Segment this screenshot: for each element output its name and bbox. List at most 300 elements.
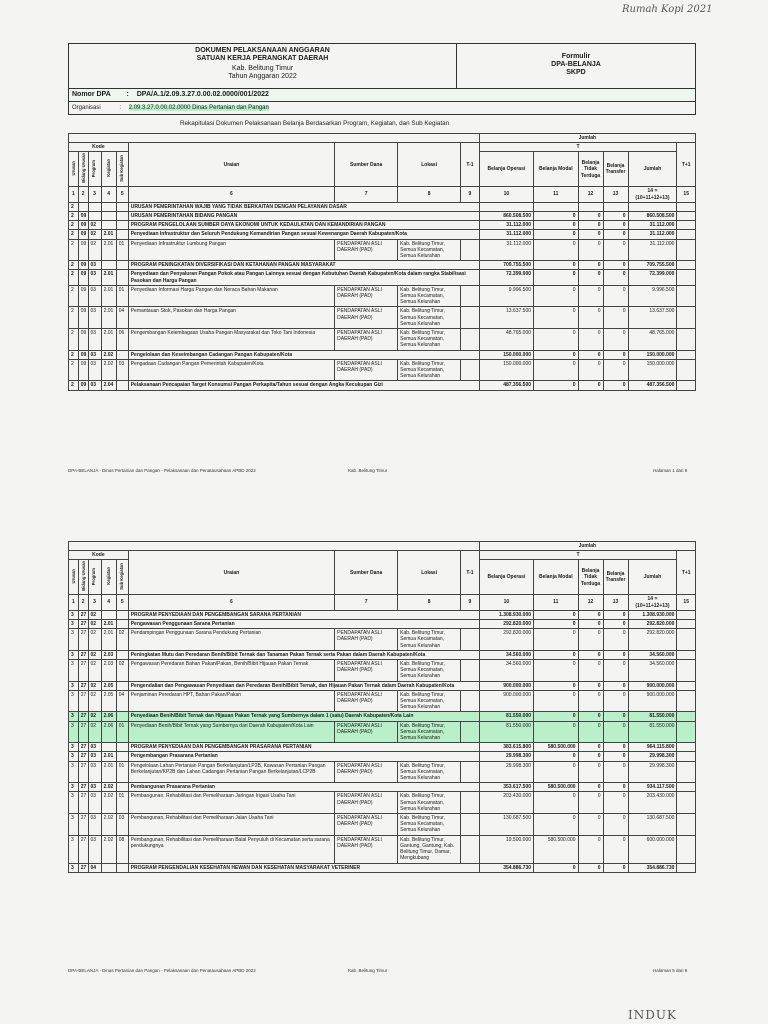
table-row (69, 721, 696, 743)
table-row (69, 660, 696, 682)
belanja-operasi-cell: 203.430.000 (479, 792, 533, 814)
belanja-operasi-cell: 487.356.500 (479, 381, 533, 390)
table-row (69, 650, 696, 659)
t-plus-1-cell (677, 381, 696, 390)
kode-cell: 03 (88, 270, 101, 285)
t-plus-1-cell (677, 239, 696, 261)
sumber-dana-cell: PENDAPATAN ASLI DAERAH (PAD) (335, 239, 398, 261)
table-row (69, 792, 696, 814)
t-plus-1-cell (677, 359, 696, 381)
col-number: 11 (534, 187, 579, 202)
kode-cell: 06 (116, 329, 128, 351)
table-row (69, 202, 696, 211)
table-row (69, 307, 696, 329)
belanja-transfer-cell: 0 (603, 752, 628, 761)
kode-cell (78, 202, 88, 211)
col-sub-header (116, 560, 128, 595)
belanja-tidak-terduga-cell: 0 (578, 350, 603, 359)
kode-cell (101, 261, 116, 270)
region: Kab. Belitung Timur (231, 65, 294, 72)
col-number: 2 (78, 595, 88, 610)
sumber-dana-cell: PENDAPATAN ASLI DAERAH (PAD) (335, 307, 398, 329)
belanja-modal-cell: 0 (534, 814, 579, 836)
uraian-cell: Pengadaan Cadangan Pangan Pemerintah Kabupaten/Kota (128, 359, 334, 381)
kode-cell: 2.01 (101, 629, 116, 651)
lokasi-cell: Kab. Belitung Timur, Semua Kecamatan, Semua Kelurahan (398, 690, 461, 712)
kode-cell (116, 212, 128, 221)
t-plus-1-cell (677, 690, 696, 712)
uraian-cell: Pemantauan Stok, Pasokan dan Harga Pangan (128, 307, 334, 329)
lokasi-cell: Kab. Belitung Timur, Semua Kecamatan, Semua Kelurahan (398, 239, 461, 261)
header-row-main (69, 551, 696, 560)
kode-cell (116, 221, 128, 230)
belanja-operasi-cell: 354.886.730 (479, 863, 533, 872)
jumlah-cell: 900.000.000 (628, 681, 677, 690)
kode-cell (116, 712, 128, 721)
kode-cell: 2 (69, 381, 79, 390)
t-plus-1-cell (677, 650, 696, 659)
col-jumlah-header: Jumlah (479, 134, 695, 143)
belanja-transfer-cell: 0 (603, 629, 628, 651)
uraian-cell: Pelaksanaan Pencapaian Target Konsumsi Pangan Perkapita/Tahun sesuai dengan Angka Kecukupan Gizi (128, 381, 479, 390)
kode-cell: 03 (116, 814, 128, 836)
col-number: 3 (88, 187, 101, 202)
belanja-tidak-terduga-cell: 0 (578, 329, 603, 351)
sumber-dana-cell: PENDAPATAN ASLI DAERAH (PAD) (335, 721, 398, 743)
belanja-modal-cell: 0 (534, 721, 579, 743)
t-minus-1-cell (461, 239, 480, 261)
col-program-label: Program (91, 567, 97, 585)
jumlah-cell: 709.755.500 (628, 261, 677, 270)
dpa-number-row (68, 89, 696, 102)
belanja-operasi-cell: 81.550.000 (479, 721, 533, 743)
kode-cell: 02 (88, 660, 101, 682)
table-row (69, 690, 696, 712)
kode-cell: 2.02 (101, 783, 116, 792)
t-minus-1-cell (461, 629, 480, 651)
kode-cell: 2.02 (101, 350, 116, 359)
belanja-modal-cell: 0 (534, 660, 579, 682)
col-uraian-header: Uraian (128, 143, 334, 187)
sumber-dana-cell: PENDAPATAN ASLI DAERAH (PAD) (335, 359, 398, 381)
kode-cell: 27 (78, 761, 88, 783)
kode-cell: 02 (88, 690, 101, 712)
kode-cell: 2.01 (101, 761, 116, 783)
col-number: 10 (479, 187, 533, 202)
kode-cell: 27 (78, 610, 88, 619)
col-lokasi-header: Lokasi (398, 551, 461, 595)
col-kegiatan-label: Kegiatan (105, 159, 111, 178)
table-row (69, 681, 696, 690)
belanja-modal-cell: 0 (534, 329, 579, 351)
belanja-tidak-terduga-cell: 0 (578, 761, 603, 783)
kode-cell: 04 (116, 307, 128, 329)
kode-cell: 03 (88, 761, 101, 783)
col-t-plus-1-header: T+1 (677, 143, 696, 187)
col-transfer-header: Belanja Transfer (603, 560, 628, 595)
col-number: 5 (116, 595, 128, 610)
belanja-operasi-cell: 150.000.000 (479, 359, 533, 381)
uraian-cell: URUSAN PEMERINTAHAN BIDANG PANGAN (128, 212, 479, 221)
t-plus-1-cell (677, 752, 696, 761)
header-title-block (69, 44, 457, 88)
belanja-operasi-cell: 72.399.000 (479, 270, 533, 285)
belanja-modal-cell: 0 (534, 285, 579, 307)
belanja-tidak-terduga-cell: 0 (578, 660, 603, 682)
form-block (457, 44, 695, 88)
lokasi-cell: Kab. Belitung Timur, Semua Kecamatan, Semua Kelurahan (398, 792, 461, 814)
kode-cell: 02 (116, 660, 128, 682)
table-row (69, 329, 696, 351)
col-urusan-label: Urusan (71, 569, 76, 584)
belanja-modal-cell: 0 (534, 359, 579, 381)
col-number: 4 (101, 595, 116, 610)
handwritten-note: Rumah Kopi 2021 (622, 4, 713, 15)
uraian-cell: Pembangunan, Rehabilitasi dan Pemeliharaan Jalan Usaha Tani (128, 814, 334, 836)
kode-cell: 3 (69, 783, 79, 792)
t-plus-1-cell (677, 610, 696, 619)
col-number: 8 (398, 187, 461, 202)
belanja-operasi-cell: 130.687.500 (479, 814, 533, 836)
kode-cell: 02 (88, 712, 101, 721)
belanja-tidak-terduga-cell: 0 (578, 285, 603, 307)
kode-cell: 27 (78, 712, 88, 721)
sumber-dana-cell: PENDAPATAN ASLI DAERAH (PAD) (335, 629, 398, 651)
col-number: 3 (88, 595, 101, 610)
sumber-dana-cell: PENDAPATAN ASLI DAERAH (PAD) (335, 285, 398, 307)
col-kegiatan-label: Kegiatan (105, 567, 111, 586)
belanja-modal-cell: 0 (534, 650, 579, 659)
header-spacer (69, 134, 480, 143)
t-minus-1-cell (461, 792, 480, 814)
jumlah-cell: 900.000.000 (628, 690, 677, 712)
belanja-modal-cell: 0 (534, 307, 579, 329)
col-t-plus-1-header: T+1 (677, 551, 696, 595)
kode-cell: 27 (78, 752, 88, 761)
kode-cell: 27 (78, 650, 88, 659)
col-number: 9 (461, 595, 480, 610)
belanja-transfer-cell: 0 (603, 381, 628, 390)
kode-cell (116, 681, 128, 690)
t-plus-1-cell (677, 863, 696, 872)
belanja-transfer-cell: 0 (603, 835, 628, 863)
kode-cell: 09 (78, 350, 88, 359)
uraian-cell: Pengendalian dan Pengawasan Penyediaan dan Peredaran Benih/Bibit Ternak, dan Hijauan Pakan Ternak dalam Daerah Kabupaten/Kota (128, 681, 479, 690)
belanja-modal-cell: 580.500.000 (534, 743, 579, 752)
col-operasi-header: Belanja Operasi (479, 560, 533, 595)
belanja-transfer-cell: 0 (603, 307, 628, 329)
t-minus-1-cell (461, 835, 480, 863)
footer-right: Halaman 1 dari 9 (653, 468, 688, 473)
col-program-header (88, 152, 101, 187)
col-modal-header: Belanja Modal (534, 560, 579, 595)
col-kegiatan-header (101, 152, 116, 187)
uraian-cell: Penyediaan dan Penyaluran Pangan Pokok atau Pangan Lainnya sesuai dengan Kebutuhan Daerah Kabupaten/Kota dalam rangka Stabilisasi Pasokan dan Harga Pangan (128, 270, 479, 285)
uraian-cell: Penyediaan Informasi Harga Pangan dan Neraca Bahan Makanan (128, 285, 334, 307)
belanja-operasi-cell: 900.000.000 (479, 690, 533, 712)
kode-cell: 2.06 (101, 712, 116, 721)
kode-cell: 27 (78, 681, 88, 690)
sumber-dana-cell: PENDAPATAN ASLI DAERAH (PAD) (335, 835, 398, 863)
kode-cell: 09 (78, 230, 88, 239)
kode-cell (101, 610, 116, 619)
belanja-transfer-cell: 0 (603, 690, 628, 712)
kode-cell: 3 (69, 681, 79, 690)
kode-cell (116, 650, 128, 659)
col-sumber-header: Sumber Dana (335, 143, 398, 187)
kode-cell: 2 (69, 261, 79, 270)
col-bidang-header (78, 560, 88, 595)
kode-cell: 2.01 (101, 285, 116, 307)
belanja-modal-cell: 0 (534, 381, 579, 390)
t-plus-1-cell (677, 761, 696, 783)
belanja-tidak-terduga-cell: 0 (578, 307, 603, 329)
jumlah-cell: 13.637.500 (628, 307, 677, 329)
table-row (69, 359, 696, 381)
belanja-modal-cell: 0 (534, 239, 579, 261)
kode-cell: 3 (69, 690, 79, 712)
belanja-operasi-cell: 34.560.000 (479, 660, 533, 682)
uraian-cell: Peningkatan Mutu dan Peredaran Benih/Bibit Ternak dan Tanaman Pakan Ternak serta Pakan dalam Daerah Kabupaten/Kota (128, 650, 479, 659)
table-row (69, 620, 696, 629)
table-row (69, 270, 696, 285)
belanja-modal-cell: 0 (534, 610, 579, 619)
kode-cell: 02 (88, 629, 101, 651)
jumlah-cell: 1.308.930.000 (628, 610, 677, 619)
col-t-minus-1-header: T-1 (461, 551, 480, 595)
belanja-tidak-terduga-cell: 0 (578, 783, 603, 792)
kode-cell: 3 (69, 863, 79, 872)
belanja-operasi-cell: 9.996.500 (479, 285, 533, 307)
belanja-tidak-terduga-cell: 0 (578, 261, 603, 270)
jumlah-cell: 81.550.000 (628, 721, 677, 743)
kode-cell: 2 (69, 230, 79, 239)
kode-cell: 2.02 (101, 359, 116, 381)
belanja-tidak-terduga-cell: 0 (578, 620, 603, 629)
kode-cell (116, 752, 128, 761)
t-minus-1-cell (461, 761, 480, 783)
col-program-header (88, 560, 101, 595)
belanja-tidak-terduga-cell: 0 (578, 835, 603, 863)
table-row (69, 212, 696, 221)
col-sumber-header: Sumber Dana (335, 551, 398, 595)
kode-cell (116, 270, 128, 285)
kode-cell (116, 202, 128, 211)
kode-cell: 09 (78, 261, 88, 270)
col-number: 7 (335, 187, 398, 202)
t-minus-1-cell (461, 307, 480, 329)
kode-cell: 04 (116, 690, 128, 712)
uraian-cell: Pengelolaan Lahan Pertanian Pangan Berkelanjutan/LP2B, Kawasan Pertanian Pangan Berkelanjutan/KP2B dan Lahan Cadangan Pertanian Pangan Berkelanjutan/LCP2B (128, 761, 334, 783)
kode-cell: 02 (88, 681, 101, 690)
t-plus-1-cell (677, 814, 696, 836)
belanja-tidak-terduga-cell: 0 (578, 863, 603, 872)
belanja-tidak-terduga-cell: 0 (578, 230, 603, 239)
col-number: 15 (677, 187, 696, 202)
belanja-modal-cell: 0 (534, 230, 579, 239)
kode-cell: 2.01 (101, 620, 116, 629)
belanja-modal-cell: 0 (534, 681, 579, 690)
belanja-modal-cell: 0 (534, 629, 579, 651)
dpa-value: DPA/A.1/2.09.3.27.0.00.02.0000/001/2022 (136, 91, 269, 98)
kode-cell: 2 (69, 202, 79, 211)
belanja-modal-cell: 580.500.000 (534, 835, 579, 863)
kode-cell: 2.06 (101, 721, 116, 743)
table-row (69, 230, 696, 239)
kode-cell: 2 (69, 212, 79, 221)
kode-cell: 01 (116, 239, 128, 261)
belanja-tidak-terduga-cell: 0 (578, 712, 603, 721)
header-row-numbers (69, 187, 696, 202)
kode-cell: 2 (69, 359, 79, 381)
belanja-transfer-cell: 0 (603, 650, 628, 659)
belanja-operasi-cell: 31.112.000 (479, 239, 533, 261)
kode-cell: 03 (88, 814, 101, 836)
belanja-modal-cell (534, 202, 579, 211)
col-t-header: T (479, 143, 677, 152)
kode-cell: 02 (88, 239, 101, 261)
col-lokasi-header: Lokasi (398, 143, 461, 187)
belanja-operasi-cell: 19.500.000 (479, 835, 533, 863)
kode-cell (101, 221, 116, 230)
kode-cell: 2 (69, 329, 79, 351)
kode-cell (101, 863, 116, 872)
footer2-right: Halaman 5 dari 9 (653, 968, 688, 973)
belanja-modal-cell: 0 (534, 620, 579, 629)
lokasi-cell: Kab. Belitung Timur, Semua Kecamatan, Semua Kelurahan (398, 814, 461, 836)
kode-cell: 2 (69, 270, 79, 285)
belanja-transfer-cell: 0 (603, 610, 628, 619)
kode-cell: 03 (88, 783, 101, 792)
col-t-header: T (479, 551, 677, 560)
kode-cell (88, 202, 101, 211)
belanja-tidak-terduga-cell: 0 (578, 752, 603, 761)
jumlah-cell: 487.356.500 (628, 381, 677, 390)
belanja-transfer-cell: 0 (603, 261, 628, 270)
t-plus-1-cell (677, 743, 696, 752)
lokasi-cell: Kab. Belitung Timur, Gantung, Gantung; Kab. Belitung Timur, Damar, Mengkubang (398, 835, 461, 863)
kode-cell: 03 (88, 743, 101, 752)
belanja-tidak-terduga-cell: 0 (578, 721, 603, 743)
header-spacer (69, 542, 480, 551)
col-number: 1 (69, 595, 79, 610)
kode-cell: 09 (78, 285, 88, 307)
uraian-cell: Penyediaan Benih/Bibit Ternak dan Hijauan Pakan Ternak yang Sumbernya dalam 1 (satu) Daerah Kabupaten/Kota Lain (128, 712, 479, 721)
col-jml-header: Jumlah (628, 560, 677, 595)
uraian-cell: Pembangunan Prasarana Pertanian (128, 783, 479, 792)
document-header (68, 43, 696, 89)
belanja-transfer-cell: 0 (603, 221, 628, 230)
kode-cell (116, 350, 128, 359)
col-number: 8 (398, 595, 461, 610)
belanja-transfer-cell (603, 202, 628, 211)
uraian-cell: PROGRAM PENYEDIAAN DAN PENGEMBANGAN SARANA PERTANIAN (128, 610, 479, 619)
form-code: DPA-BELANJA (551, 61, 601, 68)
belanja-transfer-cell: 0 (603, 792, 628, 814)
sumber-dana-cell: PENDAPATAN ASLI DAERAH (PAD) (335, 814, 398, 836)
jumlah-cell: 31.112.000 (628, 239, 677, 261)
belanja-tidak-terduga-cell: 0 (578, 792, 603, 814)
kode-cell: 3 (69, 629, 79, 651)
lokasi-cell: Kab. Belitung Timur, Semua Kecamatan, Semua Kelurahan (398, 329, 461, 351)
jumlah-cell: 292.820.000 (628, 620, 677, 629)
belanja-transfer-cell: 0 (603, 712, 628, 721)
belanja-transfer-cell: 0 (603, 681, 628, 690)
organization-row (68, 102, 696, 115)
jumlah-cell: 860.508.500 (628, 212, 677, 221)
kode-cell: 27 (78, 863, 88, 872)
kode-cell: 3 (69, 814, 79, 836)
uraian-cell: Pengembangan Kelembagaan Usaha Pangan Masyarakat dan Toko Tani Indonesia (128, 329, 334, 351)
org-sep: : (119, 105, 122, 111)
jumlah-cell (628, 202, 677, 211)
header-row-main (69, 143, 696, 152)
kode-cell: 3 (69, 721, 79, 743)
kode-cell: 2 (69, 239, 79, 261)
belanja-modal-cell: 0 (534, 221, 579, 230)
sumber-dana-cell: PENDAPATAN ASLI DAERAH (PAD) (335, 660, 398, 682)
belanja-transfer-cell: 0 (603, 814, 628, 836)
budget-table-page-1 (68, 133, 696, 391)
jumlah-cell: 29.998.300 (628, 761, 677, 783)
belanja-operasi-cell: 13.637.500 (479, 307, 533, 329)
kode-cell: 03 (88, 350, 101, 359)
kode-cell: 09 (78, 307, 88, 329)
uraian-cell: Pendampingan Penggunaan Sarana Pendukung Pertanian (128, 629, 334, 651)
kode-cell: 03 (88, 261, 101, 270)
org-label: Organisasi (72, 105, 101, 111)
kode-cell: 03 (88, 359, 101, 381)
kode-cell: 02 (88, 230, 101, 239)
belanja-operasi-cell: 860.508.500 (479, 212, 533, 221)
jumlah-cell: 150.000.000 (628, 359, 677, 381)
kode-cell: 27 (78, 783, 88, 792)
fiscal-year: Tahun Anggaran 2022 (228, 73, 297, 80)
t-plus-1-cell (677, 783, 696, 792)
belanja-operasi-cell: 383.615.800 (479, 743, 533, 752)
belanja-transfer-cell: 0 (603, 863, 628, 872)
kode-cell: 3 (69, 792, 79, 814)
belanja-tidak-terduga-cell: 0 (578, 381, 603, 390)
col-number: 15 (677, 595, 696, 610)
belanja-operasi-cell: 48.765.000 (479, 329, 533, 351)
table-row (69, 239, 696, 261)
belanja-transfer-cell: 0 (603, 270, 628, 285)
t-minus-1-cell (461, 690, 480, 712)
recap-title: Rekapitulasi Dokumen Pelaksanaan Belanja Berdasarkan Program, Kegiatan, dan Sub Kegiatan (180, 120, 450, 127)
uraian-cell: PROGRAM PENGENDALIAN KESEHATAN HEWAN DAN KESEHATAN MASYARAKAT VETERINER (128, 863, 479, 872)
belanja-operasi-cell (479, 202, 533, 211)
kode-cell (116, 743, 128, 752)
belanja-operasi-cell: 292.820.000 (479, 629, 533, 651)
belanja-tidak-terduga-cell: 0 (578, 221, 603, 230)
kode-cell: 03 (116, 359, 128, 381)
kode-cell: 04 (88, 863, 101, 872)
belanja-modal-cell: 0 (534, 212, 579, 221)
kode-cell: 08 (116, 835, 128, 863)
col-number: 5 (116, 187, 128, 202)
kode-cell: 3 (69, 620, 79, 629)
form-unit: SKPD (566, 69, 586, 76)
jumlah-cell: 31.112.000 (628, 230, 677, 239)
uraian-cell: URUSAN PEMERINTAHAN WAJIB YANG TIDAK BERKAITAN DENGAN PELAYANAN DASAR (128, 202, 479, 211)
t-plus-1-cell (677, 620, 696, 629)
jumlah-cell: 48.765.000 (628, 329, 677, 351)
kode-cell: 3 (69, 660, 79, 682)
table-row (69, 629, 696, 651)
jumlah-cell: 34.560.000 (628, 650, 677, 659)
kode-cell: 27 (78, 814, 88, 836)
